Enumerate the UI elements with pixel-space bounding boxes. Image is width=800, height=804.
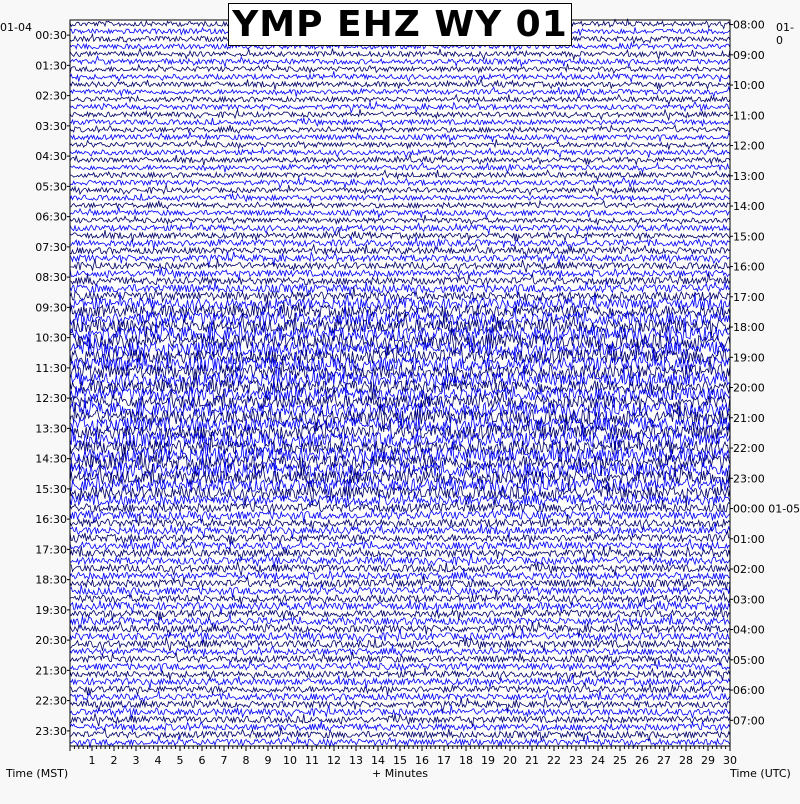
right-time-label: 12:00 xyxy=(733,139,765,153)
x-tick-label: 19 xyxy=(481,754,495,767)
right-time-label: 22:00 xyxy=(733,442,765,456)
left-time-label: 03:30 xyxy=(35,119,67,133)
x-tick-label: 3 xyxy=(132,754,140,767)
right-time-label: 08:00 xyxy=(733,18,765,32)
left-time-label: 06:30 xyxy=(35,210,67,224)
left-time-label: 02:30 xyxy=(35,89,67,103)
right-time-label: 14:00 xyxy=(733,200,765,214)
left-time-label: 05:30 xyxy=(35,180,67,194)
right-time-label: 00:00 01-05 xyxy=(733,502,800,516)
left-time-label: 18:30 xyxy=(35,573,67,587)
x-tick-label: 25 xyxy=(613,754,627,767)
x-tick-label: 20 xyxy=(503,754,517,767)
x-axis-label: + Minutes xyxy=(372,767,429,780)
x-tick-label: 2 xyxy=(110,754,118,767)
x-tick-label: 12 xyxy=(327,754,341,767)
left-time-label: 09:30 xyxy=(35,301,67,315)
x-tick-label: 15 xyxy=(393,754,407,767)
x-tick-label: 11 xyxy=(305,754,319,767)
left-time-label: 22:30 xyxy=(35,694,67,708)
x-tick-label: 27 xyxy=(657,754,671,767)
x-tick-label: 28 xyxy=(679,754,693,767)
x-tick-label: 10 xyxy=(283,754,297,767)
left-time-label: 14:30 xyxy=(35,452,67,466)
right-time-label: 03:00 xyxy=(733,593,765,607)
left-time-label: 01:30 xyxy=(35,59,67,73)
right-time-label: 18:00 xyxy=(733,321,765,335)
x-tick-label: 4 xyxy=(154,754,162,767)
x-tick-label: 1 xyxy=(88,754,96,767)
x-tick-label: 7 xyxy=(220,754,228,767)
right-time-label: 07:00 xyxy=(733,714,765,728)
right-time-label: 23:00 xyxy=(733,472,765,486)
right-time-label: 02:00 xyxy=(733,563,765,577)
left-time-label: 19:30 xyxy=(35,603,67,617)
x-tick-label: 5 xyxy=(176,754,184,767)
left-time-label: 11:30 xyxy=(35,361,67,375)
left-time-label: 20:30 xyxy=(35,634,67,648)
right-time-label: 01:00 xyxy=(733,532,765,546)
x-tick-label: 30 xyxy=(723,754,737,767)
right-time-label: 19:00 xyxy=(733,351,765,365)
right-time-label: 17:00 xyxy=(733,290,765,304)
x-tick-label: 9 xyxy=(264,754,272,767)
x-tick-label: 6 xyxy=(198,754,206,767)
left-time-label: 10:30 xyxy=(35,331,67,345)
right-time-label: 16:00 xyxy=(733,260,765,274)
x-axis-left-label: Time (MST) xyxy=(6,767,69,780)
x-tick-label: 23 xyxy=(569,754,583,767)
right-time-label: 21:00 xyxy=(733,411,765,425)
left-time-label: 15:30 xyxy=(35,482,67,496)
left-time-label: 23:30 xyxy=(35,724,67,738)
x-tick-label: 18 xyxy=(459,754,473,767)
right-time-label: 05:00 xyxy=(733,653,765,667)
right-time-label: 11:00 xyxy=(733,109,765,123)
x-tick-label: 8 xyxy=(242,754,250,767)
x-tick-label: 22 xyxy=(547,754,561,767)
right-time-label: 06:00 xyxy=(733,684,765,698)
right-time-label: 13:00 xyxy=(733,169,765,183)
x-tick-label: 21 xyxy=(525,754,539,767)
chart-title: YMP EHZ WY 01 xyxy=(228,3,572,46)
right-time-label: 20:00 xyxy=(733,381,765,395)
x-tick-label: 24 xyxy=(591,754,605,767)
left-time-label: 16:30 xyxy=(35,513,67,527)
left-time-label: 07:30 xyxy=(35,240,67,254)
x-axis-right-label: Time (UTC) xyxy=(730,767,791,780)
left-time-label: 08:30 xyxy=(35,271,67,285)
right-time-label: 15:00 xyxy=(733,230,765,244)
x-tick-label: 26 xyxy=(635,754,649,767)
left-time-label: 12:30 xyxy=(35,392,67,406)
x-tick-label: 14 xyxy=(371,754,385,767)
left-time-label: 04:30 xyxy=(35,150,67,164)
right-time-label: 09:00 xyxy=(733,48,765,62)
left-time-label: 17:30 xyxy=(35,543,67,557)
x-tick-label: 17 xyxy=(437,754,451,767)
left-time-label: 00:30 xyxy=(35,29,67,43)
left-time-label: 13:30 xyxy=(35,422,67,436)
start-date-label: 01-04 xyxy=(0,21,32,34)
left-time-label: 21:30 xyxy=(35,664,67,678)
x-tick-label: 13 xyxy=(349,754,363,767)
utc-date-label: 01-0 xyxy=(776,21,794,47)
right-time-label: 10:00 xyxy=(733,79,765,93)
x-tick-label: 29 xyxy=(701,754,715,767)
right-time-label: 04:00 xyxy=(733,623,765,637)
x-tick-label: 16 xyxy=(415,754,429,767)
